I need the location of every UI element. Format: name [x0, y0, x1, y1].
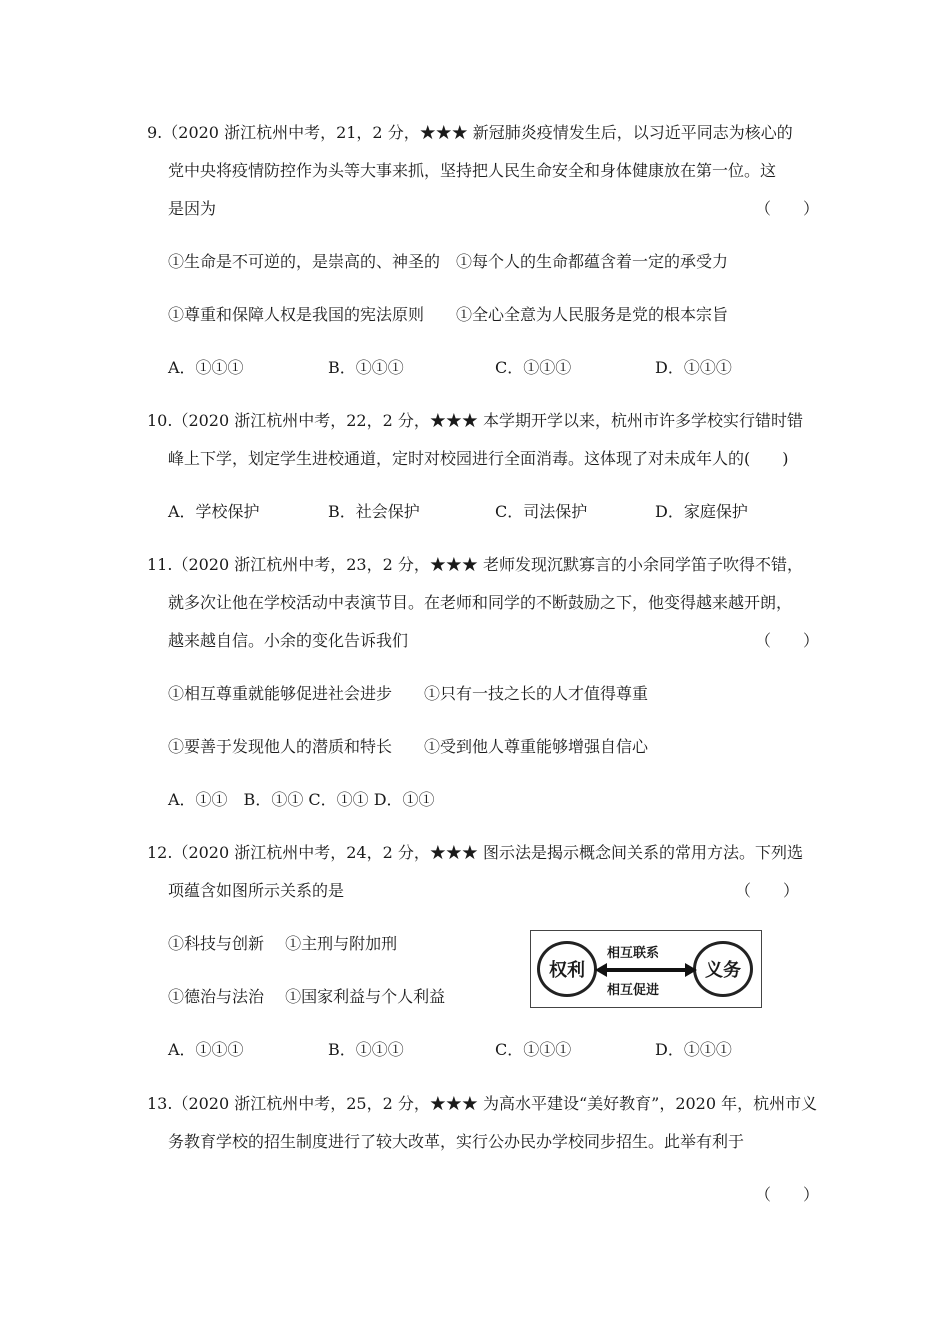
- q10-choice-d: D．家庭保护: [655, 502, 748, 521]
- q10-choice-a: A．学校保护: [168, 502, 260, 521]
- q10-choice-b: B．社会保护: [328, 502, 420, 521]
- rights-duties-diagram: [530, 930, 762, 1008]
- q9-choice-b: B．①①①: [328, 358, 404, 377]
- q12-choice-b: B．①①①: [328, 1040, 404, 1059]
- q10-line-1: 10.（2020 浙江杭州中考，22，2 分，★★★ 本学期开学以来，杭州市许多学校实行错时错: [147, 411, 803, 430]
- q12-answer-paren: （ ）: [735, 881, 800, 900]
- q9-option-row-2: ①尊重和保障人权是我国的宪法原则 ①全心全意为人民服务是党的根本宗旨: [168, 305, 729, 324]
- diagram-bottom-label: 相互促进: [607, 983, 660, 998]
- q13-line-2: 务教育学校的招生制度进行了较大改革，实行公办民办学校同步招生。此举有利于: [168, 1132, 745, 1151]
- q11-line-3: 越来越自信。小余的变化告诉我们: [168, 631, 409, 650]
- q9-line-1: 9.（2020 浙江杭州中考，21，2 分，★★★ 新冠肺炎疫情发生后，以习近平同志为核心的: [147, 123, 793, 142]
- diagram-duties-circle: 义务: [693, 941, 753, 997]
- q12-choice-a: A．①①①: [168, 1040, 244, 1059]
- diagram-top-label: 相互联系: [607, 946, 660, 961]
- q12-line-2: 项蕴含如图所示关系的是: [168, 881, 345, 900]
- q11-line-2: 就多次让他在学校活动中表演节目。在老师和同学的不断鼓励之下，他变得越来越开朗，: [168, 593, 793, 612]
- q9-option-row-1: ①生命是不可逆的，是崇高的、神圣的 ①每个人的生命都蕴含着一定的承受力: [168, 252, 729, 271]
- q9-choice-d: D．①①①: [655, 358, 732, 377]
- diagram-rights-circle: 权利: [537, 941, 597, 997]
- q11-answer-paren: （ ）: [755, 631, 820, 650]
- q11-option-row-1: ①相互尊重就能够促进社会进步 ①只有一技之长的人才值得尊重: [168, 684, 649, 703]
- q12-option-row-2: ①德治与法治 ①国家利益与个人利益: [168, 987, 446, 1006]
- double-arrow-icon: [595, 963, 697, 977]
- q9-line-2: 党中央将疫情防控作为头等大事来抓，坚持把人民生命安全和身体健康放在第一位。这: [168, 161, 777, 180]
- q12-choice-c: C．①①①: [495, 1040, 572, 1059]
- q12-choice-d: D．①①①: [655, 1040, 732, 1059]
- q12-line-1: 12.（2020 浙江杭州中考，24，2 分，★★★ 图示法是揭示概念间关系的常用方法。下列选: [147, 843, 803, 862]
- q12-option-row-1: ①科技与创新 ①主刑与附加刑: [168, 934, 398, 953]
- q11-choices: A．①① B．①① C．①① D．①①: [168, 790, 435, 809]
- q10-line-2: 峰上下学，划定学生进校通道，定时对校园进行全面消毒。这体现了对未成年人的( ): [168, 449, 789, 468]
- q13-line-1: 13.（2020 浙江杭州中考，25，2 分，★★★ 为高水平建设“美好教育”，2020 年，杭州市义: [147, 1094, 818, 1113]
- q9-choice-c: C．①①①: [495, 358, 572, 377]
- q11-line-1: 11.（2020 浙江杭州中考，23，2 分，★★★ 老师发现沉默寡言的小余同学笛子吹得不错，: [147, 555, 803, 574]
- q13-answer-paren: （ ）: [755, 1185, 820, 1204]
- q11-option-row-2: ①要善于发现他人的潜质和特长 ①受到他人尊重能够增强自信心: [168, 737, 649, 756]
- q10-choice-c: C．司法保护: [495, 502, 588, 521]
- q9-line-3: 是因为: [168, 199, 217, 218]
- q9-answer-paren: （ ）: [755, 199, 820, 218]
- q9-choice-a: A．①①①: [168, 358, 244, 377]
